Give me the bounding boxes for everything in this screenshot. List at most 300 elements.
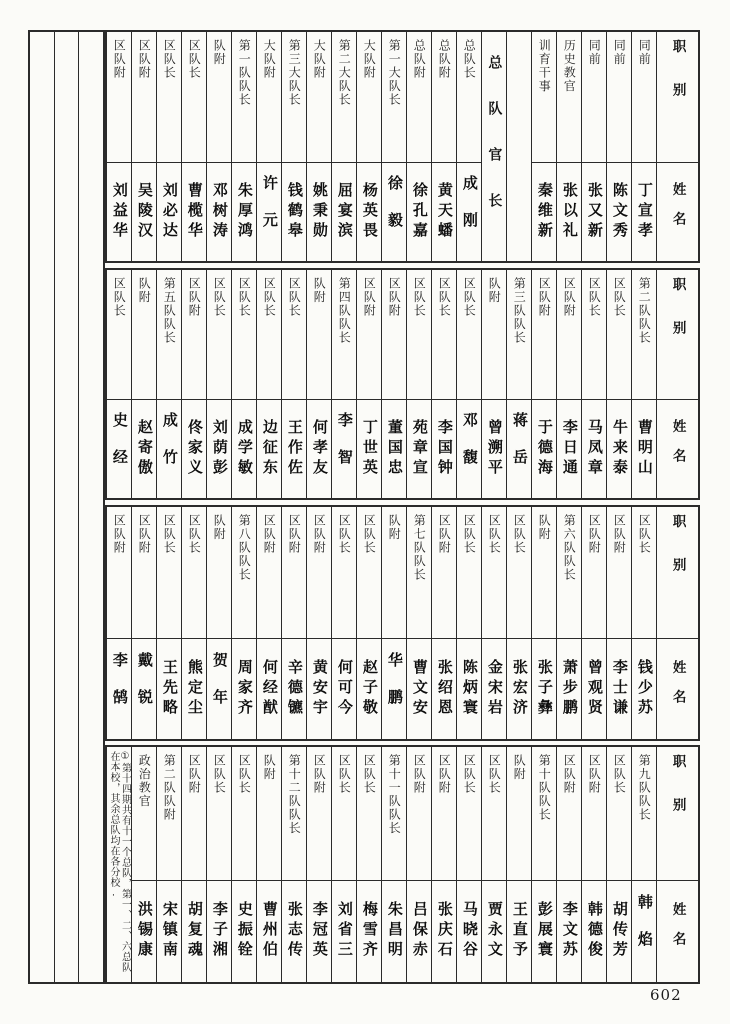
column-header-role [657,32,698,163]
officer-column [107,270,131,498]
name-label: 曹明山 [635,418,654,479]
name-label: 张绍恩 [435,659,454,720]
role-label: 同前 [587,39,602,66]
role-label: 区队附 [262,514,277,555]
name-label: 史经 [110,411,129,486]
name-label: 丁宣孝 [635,181,654,242]
name-cell [482,881,506,982]
officer-column [156,270,181,498]
name-label: 曾观贤 [585,659,604,720]
name-cell [382,639,406,739]
role-label: 区队附 [187,277,202,318]
officer-column [331,507,356,739]
name-label: 陈炳寰 [460,659,479,720]
officer-column [606,270,631,498]
officer-column [556,747,581,982]
role-header-label: 职别 [669,39,686,126]
officer-column [606,507,631,739]
role-label: 区队附 [287,514,302,555]
role-label: 大队附 [362,39,377,80]
role-label: 第六队队长 [562,514,577,582]
role-cell [207,270,231,400]
name-label: 张宏济 [510,659,529,720]
role-label: 第十一队队长 [387,754,402,835]
name-cell [457,163,481,261]
role-cell [132,270,156,400]
officer-column [206,32,231,261]
role-cell [332,270,356,400]
role-cell [357,270,381,400]
name-label: 刘益华 [110,181,129,242]
corps-title-column [481,32,506,261]
role-label: 区队长 [162,514,177,555]
officer-column [231,507,256,739]
officer-column [556,507,581,739]
name-cell [282,881,306,982]
role-label: 区队长 [512,514,527,555]
role-label: 区队附 [412,754,427,795]
officer-column [456,270,481,498]
role-cell [207,747,231,881]
role-cell [407,32,431,163]
name-cell [307,400,331,498]
role-cell [532,32,556,163]
role-cell [257,32,281,163]
name-label: 董国忠 [385,418,404,479]
name-cell [582,163,606,261]
name-label: 佟家义 [185,418,204,479]
officer-band [105,505,700,741]
role-label: 区队附 [112,39,127,80]
officer-column [256,270,281,498]
name-cell [632,639,656,739]
name-label: 吴陵汉 [135,181,154,242]
officer-column [156,32,181,261]
name-label: 梅雪齐 [360,901,379,962]
name-cell [332,881,356,982]
role-cell [407,747,431,881]
name-cell [382,163,406,261]
officer-column [306,270,331,498]
role-label: 第一大队长 [387,39,402,107]
role-label: 大队附 [262,39,277,80]
role-label: 区队长 [587,277,602,318]
role-label: 区队附 [312,754,327,795]
officer-column [581,507,606,739]
name-label: 成竹 [160,411,179,486]
role-cell [157,507,181,639]
role-cell [282,270,306,400]
officer-column [381,507,406,739]
role-label: 区队附 [562,277,577,318]
name-cell [332,639,356,739]
name-cell [232,400,256,498]
officer-column [231,32,256,261]
officer-column [581,32,606,261]
name-cell [532,400,556,498]
officer-column [131,270,156,498]
officer-column [531,507,556,739]
name-label: 贺年 [210,652,229,727]
name-label: 刘省三 [335,901,354,962]
name-label: 曹州伯 [260,901,279,962]
name-cell [457,400,481,498]
officer-column [481,507,506,739]
name-cell [432,163,456,261]
name-cell [457,881,481,982]
name-cell [432,881,456,982]
role-cell [307,507,331,639]
left-margin-columns [28,30,105,984]
name-label: 戴锐 [135,652,154,727]
role-cell [132,747,156,881]
name-label: 黄天蟠 [435,181,454,242]
role-label: 区队附 [112,514,127,555]
name-label: 曾溯平 [485,418,504,479]
role-label: 队附 [387,514,402,541]
name-label: 周家齐 [235,659,254,720]
name-header-label: 姓名 [669,659,686,719]
name-label: 邓馥 [460,411,479,486]
role-label: 第三大队长 [287,39,302,107]
empty-margin-column [30,32,54,982]
officer-column [231,270,256,498]
name-label: 曹榄华 [185,181,204,242]
officer-column [431,747,456,982]
name-label: 朱昌明 [385,901,404,962]
role-cell [582,32,606,163]
name-label: 钱鹤皋 [285,181,304,242]
name-cell [482,639,506,739]
role-label: 区队附 [437,514,452,555]
role-cell [557,747,581,881]
column-header-role [657,507,698,639]
column-header-role [657,270,698,400]
name-cell [457,639,481,739]
role-cell [532,507,556,639]
role-cell [532,270,556,400]
name-label: 徐毅 [385,174,404,249]
name-cell [182,881,206,982]
officer-column [431,270,456,498]
officer-column [131,32,156,261]
name-cell [557,639,581,739]
name-cell [632,163,656,261]
role-label: 区队长 [462,754,477,795]
name-cell [482,400,506,498]
role-label: 第五队队长 [162,277,177,345]
role-cell [607,32,631,163]
name-cell [557,881,581,982]
role-cell [582,507,606,639]
name-label: 李子湘 [210,901,229,962]
officer-column [406,32,431,261]
role-label: 第二大队长 [337,39,352,107]
role-label: 区队长 [437,277,452,318]
name-cell [382,881,406,982]
role-cell [432,270,456,400]
role-cell [182,32,206,163]
officer-column [331,270,356,498]
role-label: 区队附 [387,277,402,318]
name-cell [332,163,356,261]
name-label: 史振铨 [235,901,254,962]
officer-column [581,747,606,982]
corps-title-label: 总队官长 [486,54,503,239]
role-cell [357,507,381,639]
name-label: 何经猷 [260,659,279,720]
name-cell [257,163,281,261]
officer-column [556,32,581,261]
role-cell [257,507,281,639]
officer-column [406,507,431,739]
role-cell [307,747,331,881]
name-label: 牛来泰 [610,418,629,479]
role-label: 区队附 [137,39,152,80]
role-label: 总队长 [462,39,477,80]
officer-column [406,270,431,498]
name-label: 张庆石 [435,901,454,962]
role-cell [182,747,206,881]
name-cell [257,400,281,498]
name-label: 赵寄傲 [135,418,154,479]
name-header-label: 姓名 [669,419,686,479]
name-label: 李文苏 [560,901,579,962]
name-label: 刘荫彭 [210,418,229,479]
role-label: 队附 [137,277,152,304]
role-label: 队附 [487,277,502,304]
officer-column [256,32,281,261]
role-label: 第八队队长 [237,514,252,582]
name-label: 李鹄 [110,652,129,727]
name-label: 边征东 [260,418,279,479]
role-cell [382,507,406,639]
officer-column [107,507,131,739]
role-cell [232,32,256,163]
name-cell [532,881,556,982]
role-cell [607,270,631,400]
role-cell [432,507,456,639]
role-cell [282,32,306,163]
officer-column [256,747,281,982]
name-label: 于德海 [535,418,554,479]
name-label: 王先略 [160,659,179,720]
role-label: 区队附 [437,754,452,795]
name-label: 曹文安 [410,659,429,720]
name-label: 许元 [260,174,279,249]
officer-column [606,32,631,261]
role-label: 区队长 [612,754,627,795]
name-cell [232,881,256,982]
role-label: 区队长 [462,277,477,318]
officer-column [556,270,581,498]
role-label: 区队长 [337,514,352,555]
empty-margin-column [78,32,103,982]
officer-column [631,270,656,498]
role-cell [632,32,656,163]
officer-column [181,270,206,498]
role-cell [582,270,606,400]
column-header-name [657,881,698,982]
name-cell [107,400,131,498]
role-label: 第七队队长 [412,514,427,582]
name-label: 刘必达 [160,181,179,242]
role-label: 区队长 [287,277,302,318]
role-cell [207,507,231,639]
name-cell [357,400,381,498]
officer-column [356,507,381,739]
officer-column [107,32,131,261]
role-label: 区队长 [237,754,252,795]
name-label: 赵子敬 [360,659,379,720]
band-header-column [656,747,698,982]
band-header-column [656,270,698,498]
name-cell [182,163,206,261]
officer-column [306,747,331,982]
name-label: 杨英畏 [360,181,379,242]
name-header-label: 姓名 [669,182,686,242]
name-cell [307,881,331,982]
role-label: 区队长 [112,277,127,318]
role-label: 第十二队队长 [287,754,302,835]
role-label: 区队长 [487,754,502,795]
name-label: 成刚 [460,174,479,249]
role-cell [157,32,181,163]
empty-column [506,32,531,261]
name-cell [532,639,556,739]
name-cell [607,163,631,261]
officer-column [206,270,231,498]
officer-column [181,32,206,261]
role-label: 区队长 [462,514,477,555]
name-label: 邓树涛 [210,181,229,242]
role-cell [382,32,406,163]
role-label: 区队附 [537,277,552,318]
role-label: 队附 [212,39,227,66]
name-cell [207,639,231,739]
role-cell [532,747,556,881]
role-label: 区队附 [587,514,602,555]
role-cell [457,507,481,639]
name-cell [157,400,181,498]
role-label: 区队附 [612,514,627,555]
name-cell [407,639,431,739]
role-label: 区队长 [212,754,227,795]
officer-column [281,32,306,261]
name-cell [207,881,231,982]
role-cell [582,747,606,881]
name-cell [157,881,181,982]
role-label: 区队长 [362,754,377,795]
name-cell [357,639,381,739]
name-cell [507,881,531,982]
role-label: 队附 [312,277,327,304]
officer-column [506,507,531,739]
officer-column [181,747,206,982]
name-label: 李士谦 [610,659,629,720]
role-header-label: 职别 [669,277,686,364]
officer-column [606,747,631,982]
role-label: 第一队队长 [237,39,252,107]
officer-column [156,747,181,982]
name-label: 萧步鹏 [560,659,579,720]
roster-table [105,30,700,984]
officer-column [631,747,656,982]
role-cell [482,747,506,881]
role-cell [607,507,631,639]
name-cell [282,163,306,261]
role-label: 区队长 [637,514,652,555]
name-label: 马晓谷 [460,901,479,962]
name-label: 李国钟 [435,418,454,479]
role-label: 区队长 [362,514,377,555]
role-cell [632,747,656,881]
role-cell [557,270,581,400]
name-label: 彭展寰 [535,901,554,962]
officer-column [406,747,431,982]
officer-column [431,507,456,739]
name-cell [407,163,431,261]
officer-column [631,507,656,739]
name-label: 黄安宇 [310,659,329,720]
officer-column [231,747,256,982]
role-label: 区队附 [362,277,377,318]
name-cell [257,639,281,739]
role-label: 区队附 [312,514,327,555]
officer-column [356,747,381,982]
role-cell [382,270,406,400]
role-cell [507,507,531,639]
role-label: 区队长 [187,39,202,80]
role-cell [132,32,156,163]
name-cell [557,163,581,261]
role-cell [432,747,456,881]
officer-column [506,747,531,982]
name-label: 马凤章 [585,418,604,479]
officer-column [206,747,231,982]
officer-column [131,507,156,739]
name-label: 王作佐 [285,418,304,479]
officer-column [356,32,381,261]
officer-column [581,270,606,498]
name-label: 贾永文 [485,901,504,962]
role-cell [507,747,531,881]
officer-column [531,32,556,261]
role-cell [257,747,281,881]
name-label: 胡传芳 [610,901,629,962]
role-cell [632,507,656,639]
column-header-name [657,400,698,498]
name-label: 韩德俊 [585,901,604,962]
officer-column [456,507,481,739]
role-label: 总队附 [412,39,427,80]
role-cell [107,32,131,163]
name-cell [407,400,431,498]
name-cell [382,400,406,498]
role-label: 第九队队长 [637,754,652,822]
role-label: 区队长 [262,277,277,318]
role-cell [307,32,331,163]
role-label: 区队长 [162,39,177,80]
role-label: 区队长 [187,514,202,555]
role-label: 总队附 [437,39,452,80]
officer-column [206,507,231,739]
officer-column [506,270,531,498]
officer-column [456,747,481,982]
name-label: 吕保赤 [410,901,429,962]
role-cell [457,32,481,163]
name-label: 韩焰 [635,894,654,969]
